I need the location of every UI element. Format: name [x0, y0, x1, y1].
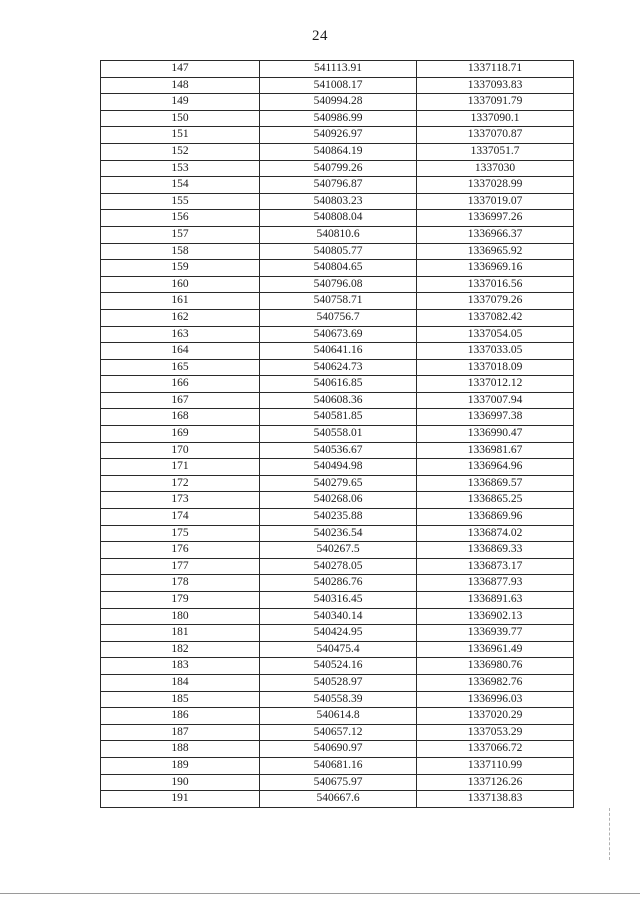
- y-coordinate-cell: 1336874.02: [417, 525, 574, 542]
- table-row: [101, 94, 574, 111]
- table-row: [101, 293, 574, 310]
- x-coordinate-cell: 540268.06: [260, 492, 417, 509]
- y-coordinate-cell: 1336966.37: [417, 226, 574, 243]
- x-coordinate-cell: 540424.95: [260, 625, 417, 642]
- y-coordinate-cell: 1337007.94: [417, 392, 574, 409]
- y-coordinate-cell: 1337082.42: [417, 309, 574, 326]
- point-number-cell: 184: [101, 674, 260, 691]
- y-coordinate-cell: 1336981.67: [417, 442, 574, 459]
- table-row: [101, 343, 574, 360]
- table-row: [101, 409, 574, 426]
- y-coordinate-cell: 1337033.05: [417, 343, 574, 360]
- point-number-cell: 170: [101, 442, 260, 459]
- table-row: [101, 392, 574, 409]
- y-coordinate-cell: 1337028.99: [417, 177, 574, 194]
- point-number-cell: 172: [101, 475, 260, 492]
- point-number-cell: 176: [101, 542, 260, 559]
- point-number-cell: 147: [101, 61, 260, 78]
- point-number-cell: 175: [101, 525, 260, 542]
- coordinates-table-body: [101, 61, 574, 808]
- x-coordinate-cell: 540994.28: [260, 94, 417, 111]
- x-coordinate-cell: 540614.8: [260, 708, 417, 725]
- y-coordinate-cell: 1337020.29: [417, 708, 574, 725]
- point-number-cell: 161: [101, 293, 260, 310]
- table-row: [101, 61, 574, 78]
- table-row: [101, 376, 574, 393]
- y-coordinate-cell: 1337110.99: [417, 757, 574, 774]
- point-number-cell: 148: [101, 77, 260, 94]
- point-number-cell: 166: [101, 376, 260, 393]
- table-row: [101, 143, 574, 160]
- page-bottom-rule: [0, 893, 640, 894]
- x-coordinate-cell: 540581.85: [260, 409, 417, 426]
- x-coordinate-cell: 540926.97: [260, 127, 417, 144]
- table-row: [101, 260, 574, 277]
- y-coordinate-cell: 1336902.13: [417, 608, 574, 625]
- table-row: [101, 741, 574, 758]
- table-row: [101, 791, 574, 808]
- point-number-cell: 151: [101, 127, 260, 144]
- x-coordinate-cell: 540624.73: [260, 359, 417, 376]
- y-coordinate-cell: 1336996.03: [417, 691, 574, 708]
- x-coordinate-cell: 540681.16: [260, 757, 417, 774]
- x-coordinate-cell: 540475.4: [260, 641, 417, 658]
- point-number-cell: 158: [101, 243, 260, 260]
- table-row: [101, 226, 574, 243]
- x-coordinate-cell: 540558.39: [260, 691, 417, 708]
- x-coordinate-cell: 540803.23: [260, 193, 417, 210]
- table-row: [101, 77, 574, 94]
- point-number-cell: 153: [101, 160, 260, 177]
- x-coordinate-cell: 540235.88: [260, 509, 417, 526]
- x-coordinate-cell: 540528.97: [260, 674, 417, 691]
- x-coordinate-cell: 540236.54: [260, 525, 417, 542]
- x-coordinate-cell: 540558.01: [260, 426, 417, 443]
- point-number-cell: 179: [101, 592, 260, 609]
- y-coordinate-cell: 1337054.05: [417, 326, 574, 343]
- point-number-cell: 167: [101, 392, 260, 409]
- x-coordinate-cell: 540758.71: [260, 293, 417, 310]
- table-row: [101, 674, 574, 691]
- table-row: [101, 708, 574, 725]
- x-coordinate-cell: 540267.5: [260, 542, 417, 559]
- y-coordinate-cell: 1336965.92: [417, 243, 574, 260]
- table-row: [101, 757, 574, 774]
- table-row: [101, 326, 574, 343]
- y-coordinate-cell: 1336869.96: [417, 509, 574, 526]
- point-number-cell: 149: [101, 94, 260, 111]
- point-number-cell: 181: [101, 625, 260, 642]
- y-coordinate-cell: 1337053.29: [417, 724, 574, 741]
- x-coordinate-cell: 540608.36: [260, 392, 417, 409]
- point-number-cell: 169: [101, 426, 260, 443]
- table-row: [101, 724, 574, 741]
- point-number-cell: 177: [101, 558, 260, 575]
- y-coordinate-cell: 1337138.83: [417, 791, 574, 808]
- table-row: [101, 309, 574, 326]
- table-row: [101, 110, 574, 127]
- x-coordinate-cell: 540864.19: [260, 143, 417, 160]
- point-number-cell: 152: [101, 143, 260, 160]
- x-coordinate-cell: 540986.99: [260, 110, 417, 127]
- x-coordinate-cell: 540673.69: [260, 326, 417, 343]
- point-number-cell: 178: [101, 575, 260, 592]
- table-row: [101, 177, 574, 194]
- x-coordinate-cell: 540657.12: [260, 724, 417, 741]
- table-row: [101, 575, 574, 592]
- x-coordinate-cell: 540690.97: [260, 741, 417, 758]
- point-number-cell: 187: [101, 724, 260, 741]
- table-row: [101, 459, 574, 476]
- table-row: [101, 509, 574, 526]
- point-number-cell: 185: [101, 691, 260, 708]
- point-number-cell: 190: [101, 774, 260, 791]
- x-coordinate-cell: 540278.05: [260, 558, 417, 575]
- point-number-cell: 182: [101, 641, 260, 658]
- y-coordinate-cell: 1337118.71: [417, 61, 574, 78]
- x-coordinate-cell: 540494.98: [260, 459, 417, 476]
- table-row: [101, 625, 574, 642]
- point-number-cell: 155: [101, 193, 260, 210]
- y-coordinate-cell: 1337070.87: [417, 127, 574, 144]
- table-row: [101, 160, 574, 177]
- point-number-cell: 171: [101, 459, 260, 476]
- table-row: [101, 243, 574, 260]
- y-coordinate-cell: 1336990.47: [417, 426, 574, 443]
- point-number-cell: 154: [101, 177, 260, 194]
- x-coordinate-cell: 540667.6: [260, 791, 417, 808]
- y-coordinate-cell: 1337012.12: [417, 376, 574, 393]
- table-row: [101, 193, 574, 210]
- point-number-cell: 173: [101, 492, 260, 509]
- y-coordinate-cell: 1337091.79: [417, 94, 574, 111]
- point-number-cell: 164: [101, 343, 260, 360]
- table-row: [101, 542, 574, 559]
- point-number-cell: 183: [101, 658, 260, 675]
- x-coordinate-cell: 540641.16: [260, 343, 417, 360]
- x-coordinate-cell: 540340.14: [260, 608, 417, 625]
- table-row: [101, 592, 574, 609]
- y-coordinate-cell: 1337016.56: [417, 276, 574, 293]
- point-number-cell: 159: [101, 260, 260, 277]
- table-row: [101, 641, 574, 658]
- table-row: [101, 492, 574, 509]
- y-coordinate-cell: 1337066.72: [417, 741, 574, 758]
- y-coordinate-cell: 1336869.33: [417, 542, 574, 559]
- x-coordinate-cell: 540675.97: [260, 774, 417, 791]
- y-coordinate-cell: 1337126.26: [417, 774, 574, 791]
- y-coordinate-cell: 1336939.77: [417, 625, 574, 642]
- y-coordinate-cell: 1336997.38: [417, 409, 574, 426]
- y-coordinate-cell: 1336997.26: [417, 210, 574, 227]
- y-coordinate-cell: 1336873.17: [417, 558, 574, 575]
- y-coordinate-cell: 1336969.16: [417, 260, 574, 277]
- point-number-cell: 160: [101, 276, 260, 293]
- point-number-cell: 163: [101, 326, 260, 343]
- table-row: [101, 442, 574, 459]
- y-coordinate-cell: 1337093.83: [417, 77, 574, 94]
- y-coordinate-cell: 1336869.57: [417, 475, 574, 492]
- x-coordinate-cell: 540796.08: [260, 276, 417, 293]
- y-coordinate-cell: 1336865.25: [417, 492, 574, 509]
- table-row: [101, 691, 574, 708]
- point-number-cell: 156: [101, 210, 260, 227]
- y-coordinate-cell: 1336891.63: [417, 592, 574, 609]
- y-coordinate-cell: 1337030: [417, 160, 574, 177]
- x-coordinate-cell: 540810.6: [260, 226, 417, 243]
- table-row: [101, 210, 574, 227]
- table-row: [101, 359, 574, 376]
- table-row: [101, 127, 574, 144]
- x-coordinate-cell: 541008.17: [260, 77, 417, 94]
- y-coordinate-cell: 1336982.76: [417, 674, 574, 691]
- y-coordinate-cell: 1336961.49: [417, 641, 574, 658]
- table-row: [101, 475, 574, 492]
- x-coordinate-cell: 540524.16: [260, 658, 417, 675]
- point-number-cell: 162: [101, 309, 260, 326]
- table-row: [101, 658, 574, 675]
- x-coordinate-cell: 540756.7: [260, 309, 417, 326]
- table-row: [101, 608, 574, 625]
- x-coordinate-cell: 540805.77: [260, 243, 417, 260]
- y-coordinate-cell: 1337018.09: [417, 359, 574, 376]
- y-coordinate-cell: 1336980.76: [417, 658, 574, 675]
- margin-mark: [609, 808, 610, 860]
- point-number-cell: 188: [101, 741, 260, 758]
- y-coordinate-cell: 1337079.26: [417, 293, 574, 310]
- table-row: [101, 558, 574, 575]
- x-coordinate-cell: 540804.65: [260, 260, 417, 277]
- page-number: 24: [312, 28, 328, 44]
- x-coordinate-cell: 540799.26: [260, 160, 417, 177]
- y-coordinate-cell: 1337051.7: [417, 143, 574, 160]
- point-number-cell: 165: [101, 359, 260, 376]
- x-coordinate-cell: 540536.67: [260, 442, 417, 459]
- point-number-cell: 150: [101, 110, 260, 127]
- table-row: [101, 525, 574, 542]
- x-coordinate-cell: 540808.04: [260, 210, 417, 227]
- y-coordinate-cell: 1336964.96: [417, 459, 574, 476]
- x-coordinate-cell: 541113.91: [260, 61, 417, 78]
- table-row: [101, 276, 574, 293]
- y-coordinate-cell: 1337090.1: [417, 110, 574, 127]
- table-row: [101, 774, 574, 791]
- y-coordinate-cell: 1336877.93: [417, 575, 574, 592]
- point-number-cell: 174: [101, 509, 260, 526]
- x-coordinate-cell: 540616.85: [260, 376, 417, 393]
- table-row: [101, 426, 574, 443]
- point-number-cell: 157: [101, 226, 260, 243]
- point-number-cell: 191: [101, 791, 260, 808]
- point-number-cell: 189: [101, 757, 260, 774]
- point-number-cell: 168: [101, 409, 260, 426]
- x-coordinate-cell: 540279.65: [260, 475, 417, 492]
- x-coordinate-cell: 540286.76: [260, 575, 417, 592]
- y-coordinate-cell: 1337019.07: [417, 193, 574, 210]
- point-number-cell: 180: [101, 608, 260, 625]
- x-coordinate-cell: 540316.45: [260, 592, 417, 609]
- point-number-cell: 186: [101, 708, 260, 725]
- x-coordinate-cell: 540796.87: [260, 177, 417, 194]
- coordinates-table: [100, 60, 574, 808]
